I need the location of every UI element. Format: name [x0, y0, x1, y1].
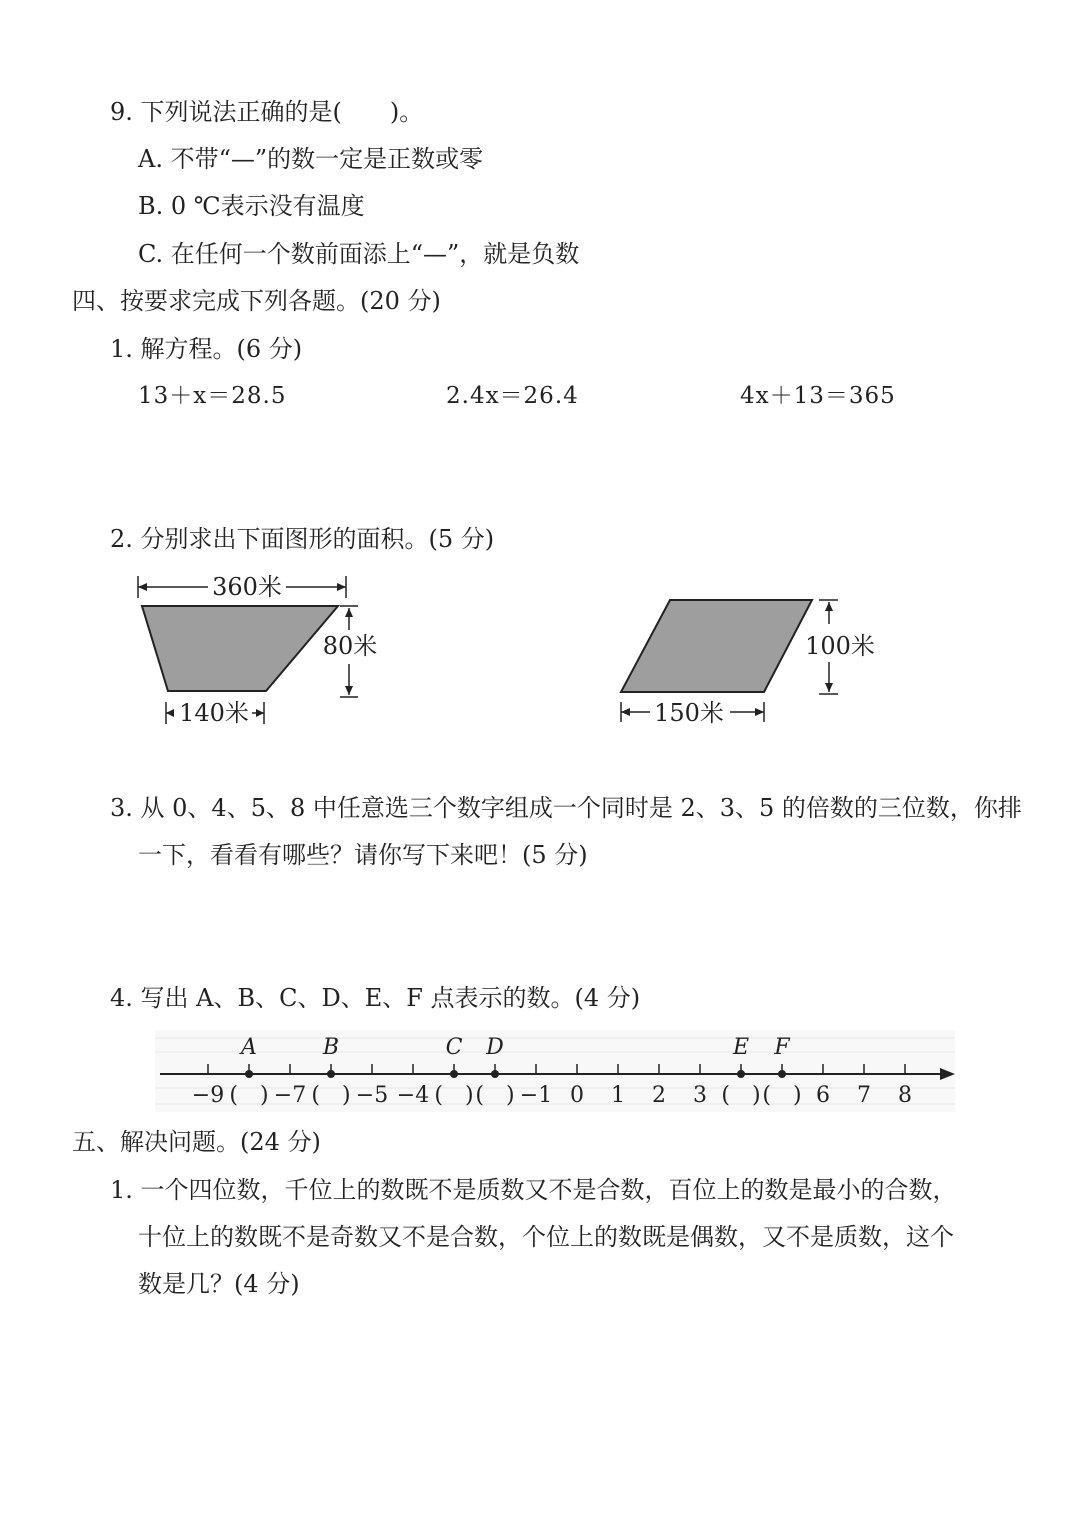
- number-line-tick-label: −9: [191, 1083, 225, 1108]
- number-line-point-d: [491, 1070, 499, 1078]
- number-line-tick-label: ( ): [762, 1083, 802, 1108]
- trapezoid-top-label: 360米: [212, 573, 282, 601]
- number-line-tick-label: ( ): [229, 1083, 269, 1108]
- number-line-tick-label: −5: [355, 1083, 389, 1108]
- number-line-tick-label: 2: [652, 1083, 666, 1108]
- number-line-point-label-e: E: [732, 1035, 750, 1060]
- number-line-tick-label: 0: [570, 1083, 584, 1108]
- number-line-point-b: [327, 1070, 335, 1078]
- trapezoid-bottom-label: 140米: [179, 699, 249, 727]
- trapezoid-height-label: 80米: [322, 632, 378, 660]
- section-4-q1-title: 1. 解方程。(6 分): [110, 335, 303, 363]
- question-9-option-a: A. 不带“—”的数一定是正数或零: [138, 145, 484, 173]
- number-line-tick-label: ( ): [434, 1083, 474, 1108]
- section-4-q4-title: 4. 写出 A、B、C、D、E、F 点表示的数。(4 分): [110, 984, 641, 1012]
- equation-2: 2.4x＝26.4: [446, 383, 579, 409]
- number-line-tick-label: 8: [898, 1083, 912, 1108]
- trapezoid-figure: [120, 566, 400, 736]
- section-4-q3-line1: 3. 从 0、4、5、8 中任意选三个数字组成一个同时是 2、3、5 的倍数的三位数，你排: [110, 794, 1022, 822]
- number-line-point-label-a: A: [241, 1035, 257, 1060]
- equation-1: 13＋x＝28.5: [138, 383, 287, 409]
- question-9-option-c: C. 在任何一个数前面添上“—”，就是负数: [138, 240, 580, 268]
- question-9-title: 9. 下列说法正确的是( )。: [110, 98, 424, 126]
- equation-3: 4x＋13＝365: [740, 383, 896, 409]
- parallelogram-height-label: 100米: [805, 632, 875, 660]
- section-5-q1-line3: 数是几？(4 分): [138, 1270, 300, 1298]
- question-9-option-b: B. 0 ℃表示没有温度: [138, 192, 365, 220]
- number-line-point-c: [450, 1070, 458, 1078]
- section-5-q1-line1: 1. 一个四位数，千位上的数既不是质数又不是合数，百位上的数是最小的合数，: [110, 1176, 957, 1204]
- number-line-point-label-f: F: [774, 1035, 790, 1060]
- number-line: [150, 1026, 960, 1116]
- number-line-point-label-d: D: [486, 1035, 504, 1060]
- number-line-tick-label: −1: [519, 1083, 553, 1108]
- section-5-title: 五、解决问题。(24 分): [72, 1128, 321, 1156]
- parallelogram-shape: [621, 600, 812, 692]
- number-line-tick-label: ( ): [475, 1083, 515, 1108]
- number-line-point-label-b: B: [322, 1035, 340, 1060]
- number-line-tick-label: −7: [273, 1083, 307, 1108]
- section-4-q2-title: 2. 分别求出下面图形的面积。(5 分): [110, 525, 495, 553]
- number-line-point-a: [245, 1070, 253, 1078]
- number-line-tick-label: 6: [816, 1083, 830, 1108]
- number-line-point-label-c: C: [445, 1035, 463, 1060]
- section-5-q1-line2: 十位上的数既不是奇数又不是合数，个位上的数既是偶数，又不是质数，这个: [138, 1223, 954, 1251]
- number-line-tick-label: ( ): [311, 1083, 351, 1108]
- number-line-point-e: [737, 1070, 745, 1078]
- section-4-title: 四、按要求完成下列各题。(20 分): [72, 287, 441, 315]
- parallelogram-base-label: 150米: [654, 699, 724, 727]
- number-line-point-f: [778, 1070, 786, 1078]
- number-line-tick-label: ( ): [721, 1083, 761, 1108]
- section-4-q3-line2: 一下，看看有哪些？请你写下来吧！(5 分): [138, 841, 588, 869]
- number-line-tick-label: 3: [693, 1083, 707, 1108]
- number-line-tick-label: 1: [611, 1083, 625, 1108]
- trapezoid-shape: [142, 606, 338, 691]
- number-line-tick-label: −4: [396, 1083, 430, 1108]
- number-line-tick-label: 7: [857, 1083, 871, 1108]
- parallelogram-figure: [600, 584, 890, 734]
